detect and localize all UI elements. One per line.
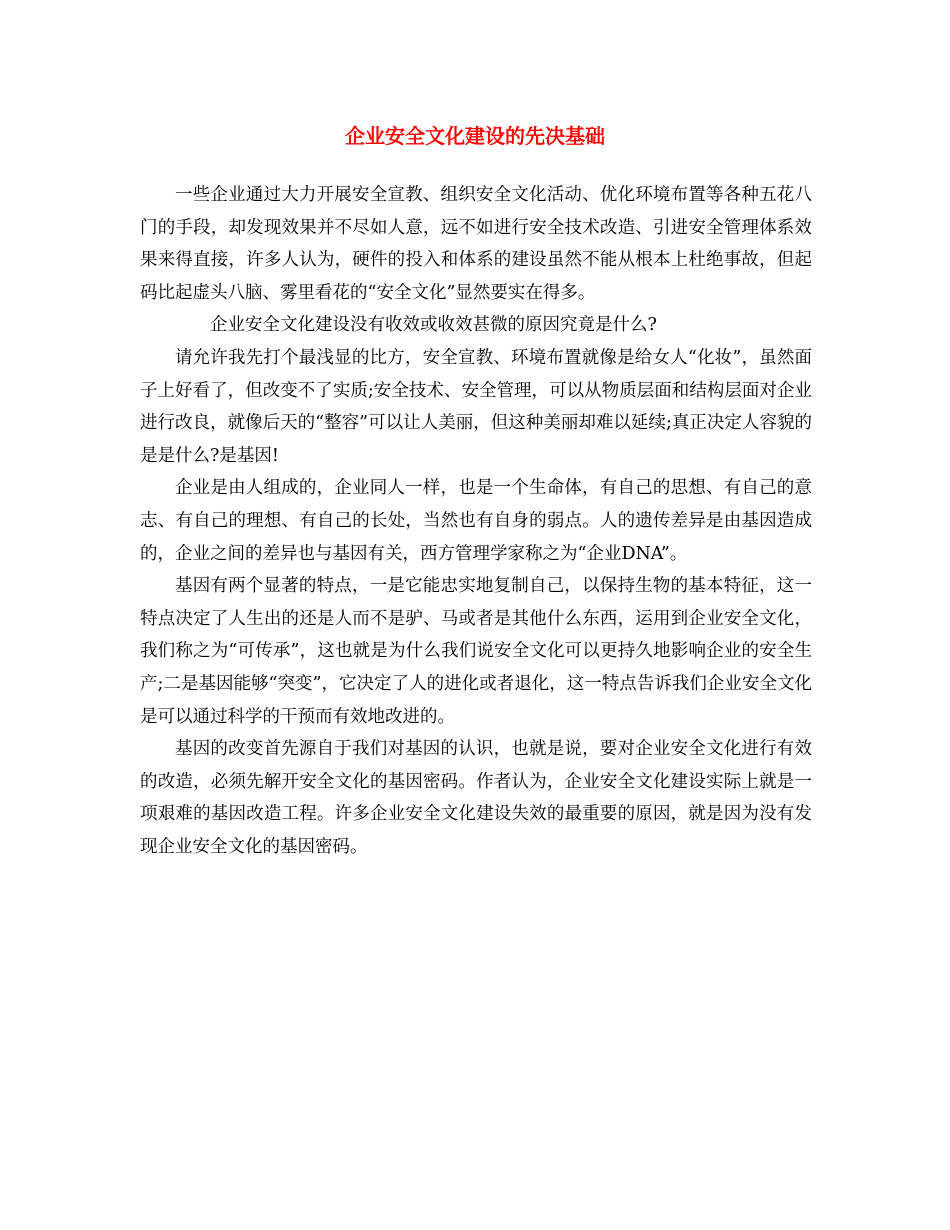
paragraph-gene-traits: 基因有两个显著的特点，一是它能忠实地复制自己，以保持生物的基本特征，这一特点决定了人生出的还是人而不是驴、马或者是其他什么东西，运用到企业安全文化，我们称之为“可传承”，这也就是为什么我们说安全文化可以更持久地影响企业的安全生产;二是基因能够“突变”，它决定了人的进化或者退化，这一特点告诉我们企业安全文化是可以通过科学的干预而有效地改进的。 [140,576,812,727]
paragraph-intro: 一些企业通过大力开展安全宣教、组织安全文化活动、优化环境布置等各种五花八门的手段，却发现效果并不尽如人意，远不如进行安全技术改造、引进安全管理体系效果来得直接，许多人认为，硬件的投入和体系的建设虽然不能从根本上杜绝事故，但起码比起虚头八脑、雾里看花的“安全文化”显然要实在得多。 [140,185,812,303]
paragraph-question: 企业安全文化建设没有收效或收效甚微的原因究竟是什么? [210,315,657,336]
paragraph-gene-code: 基因的改变首先源自于我们对基因的认识，也就是说，要对企业安全文化进行有效的改造，必须先解开安全文化的基因密码。作者认为，企业安全文化建设实际上就是一项艰难的基因改造工程。许多企业安全文化建设失效的最重要的原因，就是因为没有发现企业安全文化的基因密码。 [140,739,812,857]
paragraph-analogy: 请允许我先打个最浅显的比方，安全宣教、环境布置就像是给女人“化妆”，虽然面子上好看了，但改变不了实质;安全技术、安全管理，可以从物质层面和结构层面对企业进行改良，就像后天的“整容”可以让人美丽，但这种美丽却难以延续;真正决定人容貌的是是什么?是基因! [140,347,812,466]
paragraph-enterprise-dna: 企业是由人组成的，企业同人一样，也是一个生命体，有自己的思想、有自己的意志、有自己的理想、有自己的长处，当然也有自身的弱点。人的遗传差异是由基因造成的，企业之间的差异也与基因有关，西方管理学家称之为“企业DNA”。 [140,478,812,564]
document-title: 企业安全文化建设的先决基础 [345,124,605,148]
document-body [140,179,812,863]
